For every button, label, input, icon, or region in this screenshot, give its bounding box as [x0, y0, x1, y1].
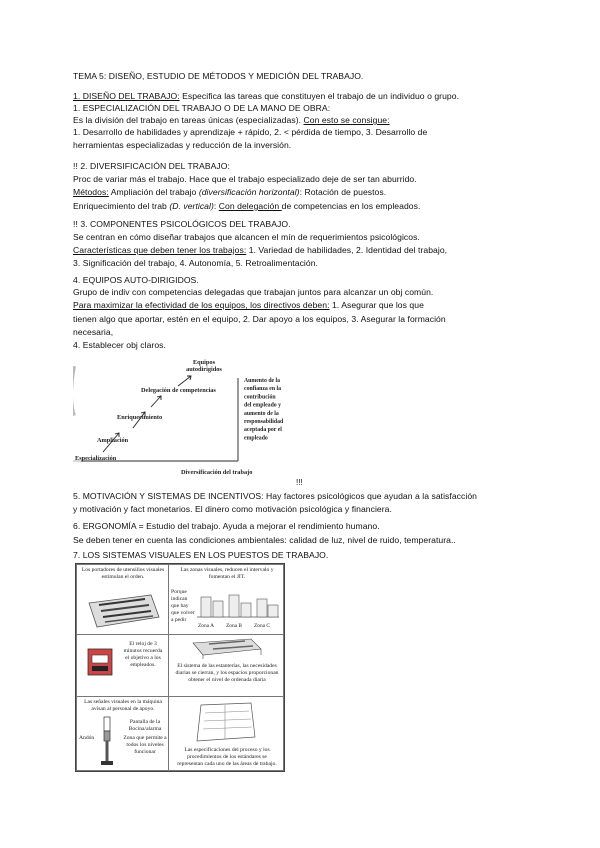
panel-specs-text: Las especificaciones del proceso y los procedimientos de los estándares se representan cada uno de las áreas de trabajo. — [177, 747, 277, 767]
s3-characteristics-label: Características que deben tener los trabajos: — [73, 245, 247, 255]
y-axis-label-group — [244, 378, 284, 441]
tool-tray-image — [85, 591, 161, 631]
s3-line1: Se centran en cómo diseñar trabajos que alcancen el mín de requerimientos psicológicos. — [73, 232, 420, 242]
panel-clock-text: El reloj de 3 minutos recuerda el objetivo a los empleados. — [123, 641, 163, 668]
arrow-step-3 — [151, 396, 161, 407]
s4-line1: Grupo de indiv con competencias delegadas que trabajan juntos para alcanzar un obj común. — [73, 287, 434, 297]
s2-l2i: (diversificación horizontal) — [198, 187, 300, 197]
s6-line1: 6. ERGONOMÍA = Estudio del trabajo. Ayuda a mejorar el rendimiento humano. — [73, 521, 380, 531]
panel-utensils-text: Los portadores de utensilios visuales estimulan el orden. — [81, 567, 165, 580]
doc-title: TEMA 5: DISEÑO, ESTUDIO DE MÉTODOS Y MEDICIÓN DEL TRABAJO. — [73, 71, 364, 81]
y-axis-label-line: aceptada por el — [244, 427, 282, 434]
s1-text: Especifica las tareas que constituyen el trabajo de un individuo o grupo. — [179, 91, 460, 101]
panel-andon-signals — [76, 696, 170, 771]
s4-line5: 4. Establecer obj claros. — [73, 340, 166, 350]
s4-line4: necesaria, — [73, 327, 114, 337]
s4-line2 — [73, 300, 424, 311]
shelving-image — [189, 637, 265, 659]
panel-zones-note: Porque indican que hay que volver a pedir — [171, 589, 195, 623]
s3-l2b: 1. Variedad de habilidades, 2. Identidad del trabajo, — [246, 245, 448, 255]
job-design-staircase-diagram — [73, 358, 473, 488]
andon-light-icon — [97, 715, 117, 767]
visual-systems-table — [75, 563, 285, 772]
spec-board-image — [195, 701, 257, 743]
zone-a-label: Zona A — [198, 623, 215, 629]
y-axis-label-line: aumento de la — [244, 410, 279, 417]
s2-line1: Proc de variar más el trabajo. Hace que el trabajo especializado deje de ser tan aburrido. — [73, 174, 417, 184]
panel-andon-label: Andón — [79, 735, 95, 741]
s4-heading: 4. EQUIPOS AUTO-DIRIGIDOS. — [73, 275, 199, 285]
panel-zones-text: Las zonas visuales, reducen el intervalo y fomentan el JIT. — [180, 567, 274, 580]
s2-heading: !! 2. DIVERSIFICACIÓN DEL TRABAJO: — [73, 161, 230, 171]
y-axis-label-line: Aumento de la — [244, 378, 281, 384]
s2-methods-label: Métodos: — [73, 187, 109, 197]
panel-andon-zone: Zona que permite a todos los niveles funcionar — [123, 735, 167, 755]
s1-subheading: 1. ESPECIALIZACIÓN DEL TRABAJO O DE LA MANO DE OBRA: — [73, 103, 331, 113]
step-enriquecimiento: Enriquecimiento — [117, 414, 163, 421]
y-axis-label-line: contribución — [244, 394, 276, 401]
s2-l2b: : Rotación de puestos. — [299, 187, 387, 197]
arrow-step-4 — [178, 376, 191, 386]
y-axis-label-line: responsabilidad — [244, 419, 284, 425]
s3-line3: 3. Significación del trabajo, 4. Autonomía, 5. Retroalimentación. — [73, 258, 318, 268]
panel-andon-screen: Pantalla de la Bocina/alarma — [128, 719, 162, 732]
s2-l3a: Enriquecimiento del trab — [73, 201, 170, 211]
zone-c-label: Zona C — [254, 623, 271, 629]
panel-3-minute-clock — [76, 634, 170, 698]
s7-heading: 7. LOS SISTEMAS VISUALES EN LOS PUESTOS DE TRABAJO. — [73, 550, 329, 560]
s2-l3b: : — [213, 201, 219, 211]
s3-line2 — [73, 245, 447, 256]
zone-b-label: Zona B — [226, 623, 243, 629]
panel-shelving-system — [168, 634, 284, 698]
s2-l2a: Ampliación del trabajo — [108, 187, 199, 197]
step-delegacion: Delegación de competencias — [141, 387, 216, 394]
panel-visual-zones — [168, 564, 284, 636]
y-axis-label-line: confianza en la — [244, 386, 282, 393]
step-especializacion: Especialización — [75, 455, 117, 462]
step-ampliacion: Ampliación — [97, 437, 129, 444]
panel-utensils — [76, 564, 170, 636]
s2-l3u: Con delegación — [218, 201, 282, 211]
exclamation-mark: !!! — [296, 478, 303, 487]
s2-l3i: (D. vertical) — [169, 201, 214, 211]
panel-andon-text: Las señales visuales en la máquina avisan al personal de apoyo. — [84, 699, 162, 712]
panel-process-specs — [168, 696, 284, 771]
s1-heading: 1. DISEÑO DEL TRABAJO: — [73, 91, 180, 101]
s4-maximize-label: Para maximizar la efectividad de los equipos, los directivos deben: — [73, 300, 330, 310]
s3-heading: !! 3. COMPONENTES PSICOLÓGICOS DEL TRABAJO. — [73, 219, 291, 229]
s1-definition — [73, 115, 390, 126]
clock-timer-icon — [85, 645, 115, 679]
s1-list-line2: herramientas especializadas y reducción de la inversión. — [73, 140, 292, 150]
s4-l2b: 1. Asegurar que los que — [329, 300, 424, 310]
step-equipos-line2: autodirigidos — [186, 366, 222, 373]
panel-shelving-text: El sistema de las estanterías, las necesidades diarias se cierran, y los espacios proporcionan obtener el nivel de ordenada diaria — [175, 663, 279, 683]
shelf-zones-image — [195, 587, 281, 633]
step-equipos-line1: Equipos — [192, 359, 216, 366]
s1-def-text: Es la división del trabajo en tareas únicas (especializadas). — [73, 115, 304, 125]
y-axis-label-line: del empleado y — [244, 402, 282, 409]
s6-line2: Se deben tener en cuenta las condiciones ambientales: calidad de luz, nivel de ruido, temperatura.. — [73, 535, 456, 545]
s2-l3c: de competencias en los empleados. — [281, 201, 421, 211]
s1-def-underlined: Con esto se consigue: — [303, 115, 390, 125]
s1-list-line1: 1. Desarrollo de habilidades y aprendizaje + rápido, 2. < pérdida de tiempo, 3. Desarrollo de — [73, 127, 428, 137]
s1-line1 — [73, 91, 459, 102]
s4-line3: tienen algo que aportar, estén en el equipo, 2. Dar apoyo a los equipos, 3. Asegurar la formación — [73, 314, 446, 324]
s2-line2 — [73, 187, 386, 198]
y-axis-label-line: empleado — [244, 435, 268, 442]
s5-line2: y motivación y fact monetarios. El dinero como motivación psicológica y financiera. — [73, 504, 392, 514]
x-axis-label: Diversificación del trabajo — [181, 469, 253, 476]
s5-line1: 5. MOTIVACIÓN Y SISTEMAS DE INCENTIVOS: Hay factores psicológicos que ayudan a la satisfacción — [73, 491, 477, 501]
s2-line3 — [73, 201, 420, 212]
